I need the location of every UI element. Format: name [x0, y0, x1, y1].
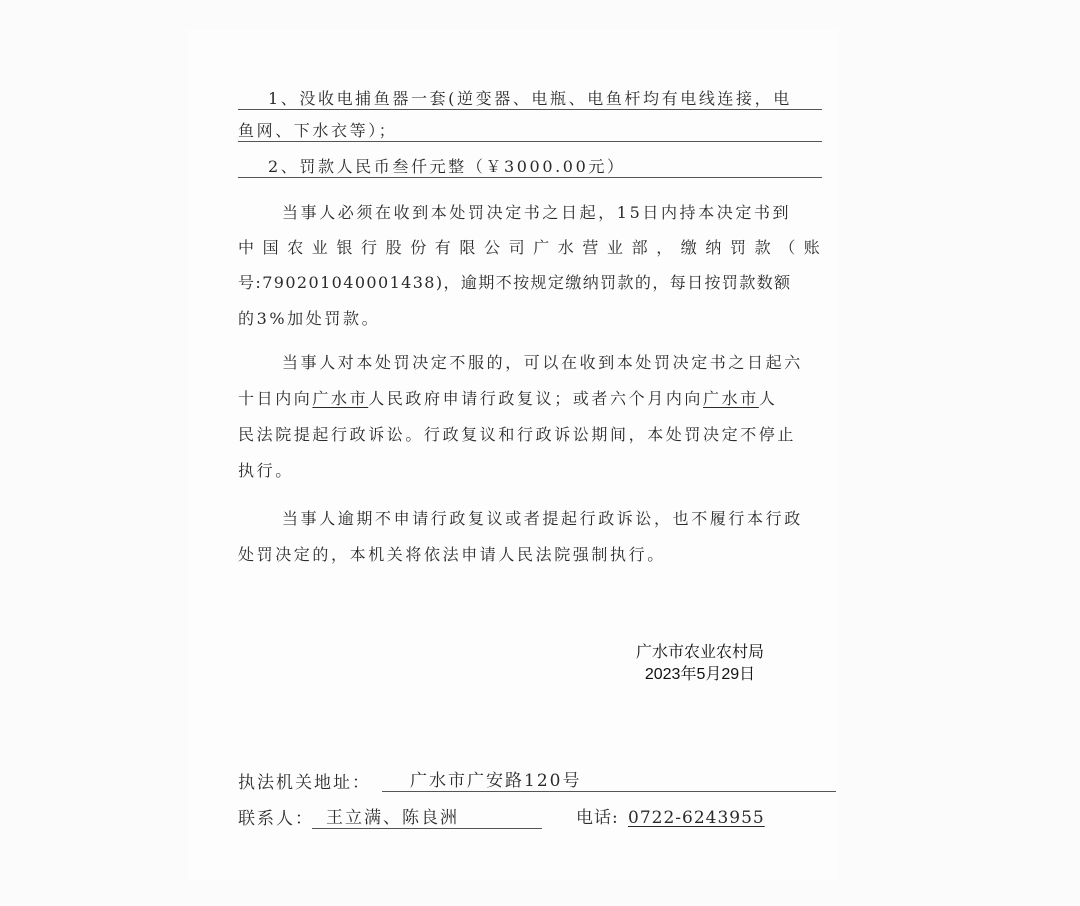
phone-label: 电话: — [576, 808, 619, 828]
signature-block — [600, 642, 800, 686]
city-name: 广水市 — [703, 389, 759, 408]
appeal-text: 人 — [758, 389, 778, 408]
contact-underline — [312, 828, 542, 829]
penalty-item-1: 1、没收电捕鱼器一套(逆变器、电瓶、电鱼杆均有电线连接，电 — [268, 89, 792, 108]
paragraph-appeal-line-4: 执行。 — [238, 461, 294, 480]
contact-label: 联系人： — [238, 809, 314, 829]
agency-name: 广水市农业农村局 — [635, 644, 764, 661]
paragraph-appeal-line-1: 当事人对本处罚决定不服的，可以在收到本处罚决定书之日起六 — [282, 353, 803, 372]
penalty-item-2: 2、罚款人民币叁仟元整（￥3000.00元） — [268, 157, 626, 176]
phone-value: 0722-6243955 — [628, 808, 765, 828]
appeal-text: 十日内向 — [238, 389, 313, 408]
address-underline — [382, 791, 836, 792]
underline — [238, 109, 822, 110]
address-value: 广水市广安路120号 — [410, 771, 582, 791]
address-label: 执法机关地址： — [238, 773, 371, 793]
city-name: 广水市 — [312, 389, 369, 408]
contact-value: 王立满、陈良洲 — [326, 808, 459, 828]
paragraph-payment-line-2: 中国农业银行股份有限公司广水营业部，缴纳罚款（账 — [238, 238, 829, 257]
paragraph-payment-line-1: 当事人必须在收到本处罚决定书之日起，15日内持本决定书到 — [282, 203, 792, 222]
paragraph-enforcement-line-1: 当事人逾期不申请行政复议或者提起行政诉讼，也不履行本行政 — [282, 509, 803, 528]
paragraph-payment-line-4: 的3%加处罚款。 — [238, 309, 381, 328]
penalty-item-1-cont: 鱼网、下水衣等）； — [238, 121, 398, 140]
paragraph-payment-line-3: 号:790201040001438)，逾期不按规定缴纳罚款的，每日按罚款数额 — [238, 273, 792, 292]
issue-date: 2023年5月29日 — [644, 666, 756, 683]
underline — [238, 177, 822, 178]
paragraph-appeal-line-3: 民法院提起行政诉讼。行政复议和行政诉讼期间，本处罚决定不停止 — [238, 425, 797, 444]
appeal-text: 人民政府申请行政复议；或者六个月内向 — [368, 389, 704, 408]
underline — [238, 141, 822, 142]
paragraph-enforcement-line-2: 处罚决定的，本机关将依法申请人民法院强制执行。 — [238, 545, 666, 564]
paragraph-appeal-line-2 — [238, 389, 777, 409]
